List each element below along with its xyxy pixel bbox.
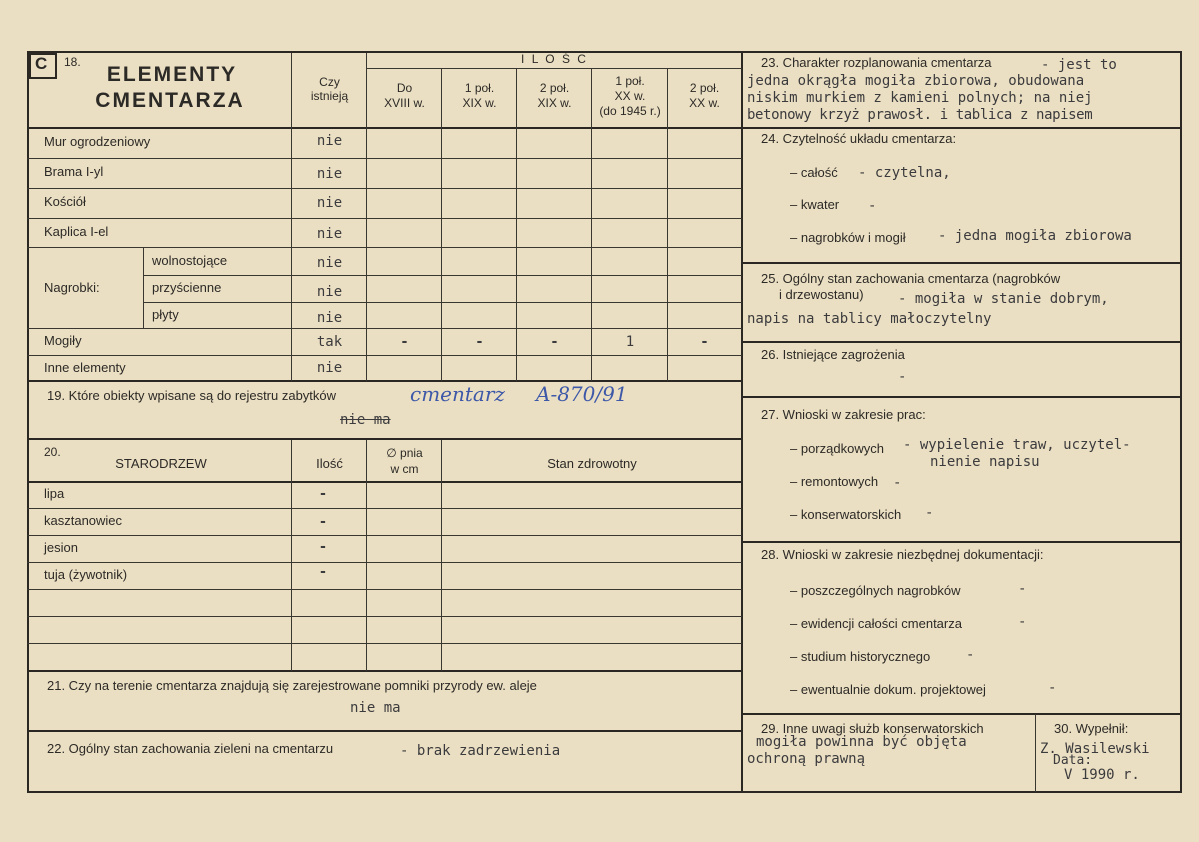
gridline — [27, 670, 742, 672]
tree-name: kasztanowiec — [44, 513, 123, 528]
period-4-c: (do 1945 r.) — [599, 104, 661, 118]
period-2-b: XIX w. — [462, 96, 497, 110]
tree-qty: - — [318, 486, 328, 502]
s27-item-value-2: nienie napisu — [930, 454, 1040, 470]
s23-line: - jest to — [1041, 57, 1117, 73]
gridline — [742, 713, 1181, 715]
s30-label: 30. Wypełnił: — [1054, 721, 1129, 736]
nagrobki-sub-label: płyty — [152, 307, 179, 322]
s26-value: - — [898, 369, 907, 385]
gridline — [143, 275, 742, 276]
s21-answer: nie ma — [350, 700, 401, 716]
s26-label: 26. Istniejące zagrożenia — [761, 347, 905, 362]
s19-handwritten-number: A-870/91 — [536, 382, 628, 406]
s22-answer: - brak zadrzewienia — [400, 743, 561, 759]
s28-label: 28. Wnioski w zakresie niezbędnej dokumentacji: — [761, 547, 1044, 562]
s23-line: niskim murkiem z kamieni polnych; na niej — [747, 90, 1093, 106]
s23-line: betonowy krzyż prawosł. i tablica z napisem — [747, 107, 1093, 123]
s25-line-1: - mogiła w stanie dobrym, — [898, 291, 1109, 307]
gridline — [27, 247, 742, 248]
row-exists: nie — [316, 195, 343, 211]
nagrobki-label: Nagrobki: — [44, 280, 100, 295]
s20-col-diam-1: ∅ pnia — [386, 446, 423, 460]
s24-item-value: - jedna mogiła zbiorowa — [938, 228, 1132, 244]
inne-exists: nie — [316, 360, 343, 376]
s28-item-value: - — [1048, 680, 1057, 696]
s20-number: 20. — [44, 445, 61, 459]
s23-line: jedna okrągła mogiła zbiorowa, obudowana — [747, 73, 1085, 89]
period-1-b: XVIII w. — [384, 96, 425, 110]
s29-line-2: ochroną prawną — [747, 751, 866, 767]
s25-line-2: napis na tablicy małoczytelny — [747, 311, 992, 327]
s28-item-value: - — [966, 647, 975, 663]
s24-label: 24. Czytelność układu cmentarza: — [761, 131, 957, 146]
tree-name: lipa — [44, 486, 65, 501]
gridline — [27, 589, 742, 590]
period-5-a: 2 poł. — [689, 81, 720, 95]
s28-item-label: – studium historycznego — [790, 649, 931, 664]
s24-item-label: – kwater — [790, 197, 840, 212]
nagrobki-sub-exists: nie — [316, 255, 343, 271]
row-label: Brama I-yl — [44, 164, 104, 179]
period-4-a: 1 poł. — [615, 74, 645, 88]
gridline — [27, 380, 742, 382]
s27-item-label: – remontowych — [790, 474, 879, 489]
s22-label: 22. Ogólny stan zachowania zieleni na cmentarzu — [47, 741, 334, 756]
row-exists: nie — [316, 226, 343, 242]
s25-label-2: i drzewostanu) — [779, 287, 864, 302]
gridline — [27, 562, 742, 563]
gridline — [27, 438, 742, 440]
nagrobki-sub-label: wolnostojące — [152, 253, 228, 268]
nagrobki-sub-exists: nie — [316, 310, 343, 326]
gridline — [291, 440, 292, 671]
s24-item-label: – całość — [790, 165, 838, 180]
period-2-a: 1 poł. — [464, 81, 495, 95]
s28-item-label: – ewentualnie dokum. projektowej — [790, 682, 986, 697]
gridline — [27, 535, 742, 536]
mogily-count: 1 — [625, 334, 635, 350]
frame-bottom — [27, 791, 1182, 793]
period-5-b: XX w. — [689, 96, 720, 110]
mogily-label: Mogiły — [44, 333, 82, 348]
period-3-b: XIX w. — [537, 96, 572, 110]
gridline — [27, 616, 742, 617]
gridline — [27, 481, 742, 483]
gridline — [27, 158, 742, 159]
s27-item-value: - wypielenie traw, uczytel- — [903, 437, 1131, 453]
s30-date-label: Data: — [1053, 753, 1093, 768]
s30-name: Z. Wasilewski — [1040, 741, 1150, 757]
gridline — [1035, 714, 1036, 792]
row-exists: nie — [316, 166, 343, 182]
period-4-b: XX w. — [614, 89, 646, 103]
gridline — [366, 53, 367, 381]
s29-label: 29. Inne uwagi służb konserwatorskich — [761, 721, 984, 736]
s25-label-1: 25. Ogólny stan zachowania cmentarza (nagrobków — [761, 271, 1061, 286]
s28-item-label: – poszczególnych nagrobków — [790, 583, 961, 598]
mogily-count: - — [475, 334, 484, 350]
s20-col-state: Stan zdrowotny — [547, 456, 637, 471]
gridline — [742, 262, 1181, 264]
period-1-a: Do — [396, 81, 413, 95]
s23-label: 23. Charakter rozplanowania cmentarza — [761, 55, 992, 70]
s30-date: V 1990 r. — [1064, 767, 1140, 783]
s21-label: 21. Czy na terenie cmentarza znajdują się zarejestrowane pomniki przyrody ew. aleje — [47, 678, 537, 693]
gridline — [27, 328, 742, 329]
tree-qty: - — [318, 514, 328, 530]
gridline — [143, 247, 144, 328]
s29-line-1: mogiła powinna być objęta — [756, 734, 967, 750]
period-3-a: 2 poł. — [539, 81, 570, 95]
s24-item-value: - — [868, 198, 877, 214]
s28-item-value: - — [1018, 581, 1027, 597]
s24-item-label: – nagrobków i mogił — [790, 230, 906, 245]
mogily-count: - — [400, 334, 409, 350]
row-label: Mur ogrodzeniowy — [44, 134, 151, 149]
inne-label: Inne elementy — [44, 360, 126, 375]
gridline — [143, 302, 742, 303]
gridline — [27, 643, 742, 644]
frame-left — [27, 51, 29, 793]
gridline — [27, 127, 742, 129]
s19-label: 19. Które obiekty wpisane są do rejestru zabytków — [47, 388, 337, 403]
s18-number: 18. — [64, 55, 81, 69]
row-label: Kaplica I-el — [44, 224, 109, 239]
s27-item-label: – porządkowych — [790, 441, 884, 456]
gridline — [27, 355, 742, 356]
row-exists: nie — [316, 133, 343, 149]
mogily-count: - — [550, 334, 559, 350]
gridline — [742, 396, 1181, 398]
s24-item-value: - czytelna, — [858, 165, 951, 181]
s18-title-2: CMENTARZA — [95, 89, 245, 112]
col-exists-2: istnieją — [310, 89, 349, 103]
s27-item-label: – konserwatorskich — [790, 507, 902, 522]
mogily-exists: tak — [316, 334, 343, 350]
s20-col-qty: Ilość — [316, 456, 343, 471]
gridline — [366, 440, 367, 671]
gridline — [367, 68, 742, 69]
nagrobki-sub-exists: nie — [316, 284, 343, 300]
gridline — [742, 127, 1181, 129]
s20-title: STARODRZEW — [115, 456, 207, 471]
gridline — [742, 541, 1181, 543]
s20-col-diam-2: w cm — [390, 462, 419, 476]
gridline — [742, 341, 1181, 343]
s27-item-value: - — [893, 475, 902, 491]
tree-name: tuja (żywotnik) — [44, 567, 128, 582]
gridline — [441, 440, 442, 671]
nagrobki-sub-label: przyścienne — [152, 280, 222, 295]
gridline — [291, 53, 292, 381]
s27-item-value: - — [925, 505, 934, 521]
tree-qty: - — [318, 539, 328, 555]
s19-handwritten: cmentarz — [410, 382, 505, 406]
row-label: Kościół — [44, 194, 86, 209]
s28-item-label: – ewidencji całości cmentarza — [790, 616, 962, 631]
s18-title-1: ELEMENTY — [106, 63, 238, 86]
card-letter: C — [35, 54, 48, 73]
gridline — [27, 508, 742, 509]
gridline — [27, 188, 742, 189]
tree-qty: - — [318, 564, 328, 580]
s27-label: 27. Wnioski w zakresie prac: — [761, 407, 926, 422]
s19-typed-struck: nie ma — [340, 412, 391, 428]
gridline — [27, 218, 742, 219]
col-exists-1: Czy — [319, 75, 340, 89]
frame-divider — [741, 51, 743, 793]
s28-item-value: - — [1018, 614, 1027, 630]
frame-right — [1180, 51, 1182, 793]
mogily-count: - — [700, 334, 709, 350]
tree-name: jesion — [44, 540, 78, 555]
col-ilosc: I L O Ś C — [521, 52, 588, 66]
gridline — [27, 730, 742, 732]
